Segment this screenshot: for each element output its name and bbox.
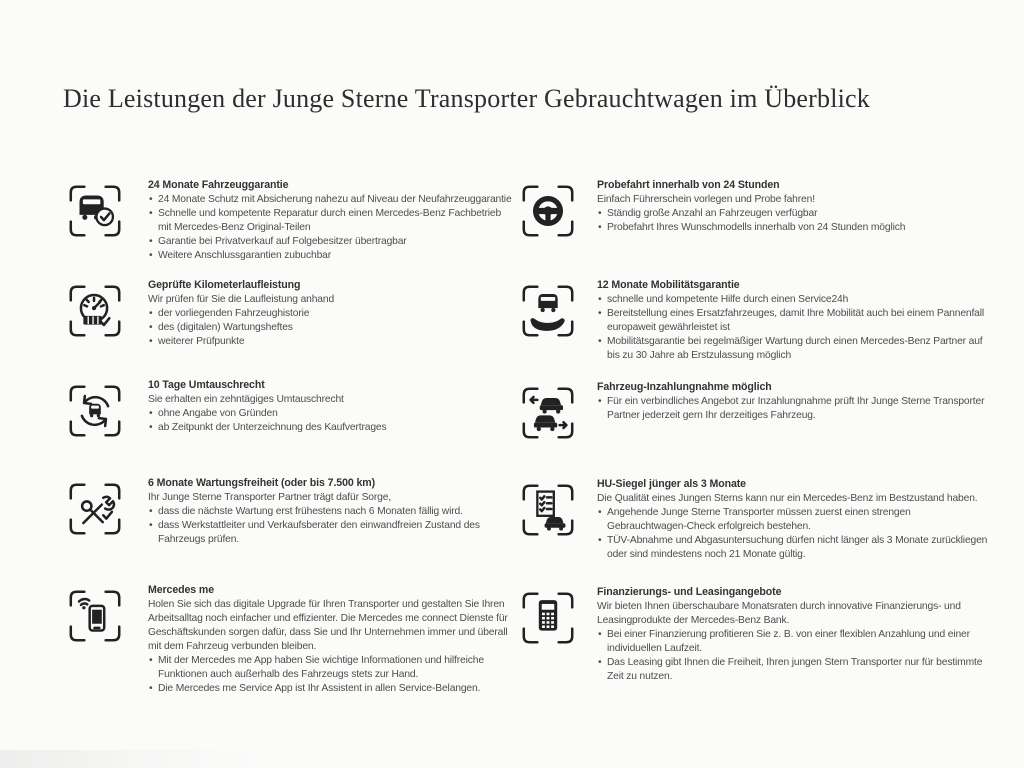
bullet: • Für ein verbindliches Angebot zur Inzahlungnahme prüft Ihr Junge Sterne Transporter Partner jederzeit gern Ihr derzeitiges Fahrzeug. (597, 395, 989, 423)
service-item-finanzierung-leasing (517, 585, 989, 684)
item-bullets (148, 505, 516, 547)
item-bullets (148, 654, 516, 696)
item-heading: HU-Siegel jünger als 3 Monate (597, 478, 746, 490)
speedometer-icon (64, 280, 126, 342)
item-intro: Einfach Führerschein vorlegen und Probe fahren! (597, 194, 815, 205)
item-bullets (597, 628, 989, 684)
item-heading: 24 Monate Fahrzeuggarantie (148, 179, 289, 191)
service-item-kilometerlaufleistung (64, 278, 516, 349)
steering-wheel-icon (517, 180, 579, 242)
bullet: • Mobilitätsgarantie bei regelmäßiger Wartung durch einen Mercedes-Benz Partner auf bis zu 30 Jahre ab Erstzulassung möglich (597, 335, 989, 363)
bullet: • des (digitalen) Wartungsheftes (148, 321, 516, 335)
item-intro: Die Qualität eines Jungen Sterns kann nur ein Mercedes-Benz im Bestzustand haben. (597, 493, 978, 504)
item-heading: 12 Monate Mobilitätsgarantie (597, 279, 740, 291)
item-intro: Wir bieten Ihnen überschaubare Monatsraten durch innovative Finanzierungs- und Leasingprodukte der Mercedes-Benz Bank. (597, 601, 961, 626)
bullet: • Weitere Anschlussgarantien zubuchbar (148, 249, 516, 263)
item-heading: Mercedes me (148, 584, 215, 596)
item-bullets (597, 506, 989, 562)
item-bullets (597, 395, 989, 423)
cars-trade-icon (517, 382, 579, 444)
bullet: • Angehende Junge Sterne Transporter müssen zuerst einen strengen Gebrauchtwagen-Check erfolgreich bestehen. (597, 506, 989, 534)
item-heading: 6 Monate Wartungsfreiheit (oder bis 7.500 km) (148, 477, 376, 489)
service-item-inzahlungnahme (517, 380, 989, 423)
bullet: • ohne Angabe von Gründen (148, 407, 516, 421)
bullet: • 24 Monate Schutz mit Absicherung nahezu auf Niveau der Neufahrzeuggarantie (148, 193, 516, 207)
item-heading: Probefahrt innerhalb von 24 Stunden (597, 179, 780, 191)
item-intro: Sie erhalten ein zehntägiges Umtauschrecht (148, 394, 344, 405)
service-item-mobilitaetsgarantie (517, 278, 989, 363)
item-bullets (148, 407, 516, 435)
bullet: • Bereitstellung eines Ersatzfahrzeuges, damit Ihre Mobilität auch bei einem Pannenfall europaweit gewährleistet ist (597, 307, 989, 335)
item-intro: Ihr Junge Sterne Transporter Partner trägt dafür Sorge, (148, 492, 392, 503)
scan-artifact (0, 750, 260, 768)
bullet: • Bei einer Finanzierung profitieren Sie z. B. von einer flexiblen Anzahlung und einer individuellen Laufzeit. (597, 628, 989, 656)
bullet: • Schnelle und kompetente Reparatur durch einen Mercedes-Benz Fachbetrieb mit Mercedes-Benz Original-Teilen (148, 207, 516, 235)
bullet: • der vorliegenden Fahrzeughistorie (148, 307, 516, 321)
item-bullets (148, 307, 516, 349)
bullet: • Mit der Mercedes me App haben Sie wichtige Informationen und hilfreiche Funktionen auch außerhalb des Fahrzeugs stets zur Hand. (148, 654, 516, 682)
tools-check-icon (64, 478, 126, 540)
item-heading: Finanzierungs- und Leasingangebote (597, 586, 782, 598)
service-item-hu-siegel (517, 477, 989, 562)
item-heading: Fahrzeug-Inzahlungnahme möglich (597, 381, 772, 393)
checklist-car-icon (517, 479, 579, 541)
calculator-icon (517, 587, 579, 649)
item-bullets (597, 293, 989, 363)
item-bullets (148, 193, 516, 263)
bullet: • dass Werkstattleiter und Verkaufsberater den einwandfreien Zustand des Fahrzeugs prüfen. (148, 519, 516, 547)
bullet: • Garantie bei Privatverkauf auf Folgebesitzer übertragbar (148, 235, 516, 249)
van-check-icon (64, 180, 126, 242)
bullet: • Probefahrt Ihres Wunschmodells innerhalb von 24 Stunden möglich (597, 221, 989, 235)
item-heading: Geprüfte Kilometerlaufleistung (148, 279, 301, 291)
bullet: • Ständig große Anzahl an Fahrzeugen verfügbar (597, 207, 989, 221)
item-heading: 10 Tage Umtauschrecht (148, 379, 265, 391)
item-intro: Holen Sie sich das digitale Upgrade für Ihren Transporter und gestalten Sie Ihren Arbeitsalltag noch einfacher und effizienter. Die Mercedes me connect Dienste für Geschäftskunden sorgen dafür, dass Sie und Ihr Unternehmen immer und überall mit dem Fahrzeug verbunden bleiben. (148, 599, 508, 652)
service-item-fahrzeuggarantie (64, 178, 516, 263)
service-item-probefahrt (517, 178, 989, 235)
van-on-hand-icon (517, 280, 579, 342)
service-item-umtauschrecht (64, 378, 516, 435)
bullet: • schnelle und kompetente Hilfe durch einen Service24h (597, 293, 989, 307)
bullet: • weiterer Prüfpunkte (148, 335, 516, 349)
bullet: • dass die nächste Wartung erst frühestens nach 6 Monaten fällig wird. (148, 505, 516, 519)
exchange-van-icon (64, 380, 126, 442)
bullet: • TÜV-Abnahme und Abgasuntersuchung dürfen nicht länger als 3 Monate zurückliegen oder sind mindestens noch 21 Monate gültig. (597, 534, 989, 562)
service-item-wartungsfreiheit (64, 476, 516, 547)
service-item-mercedes-me (64, 583, 516, 696)
bullet: • Die Mercedes me Service App ist Ihr Assistent in allen Service-Belangen. (148, 682, 516, 696)
bullet: • Das Leasing gibt Ihnen die Freiheit, Ihren jungen Stern Transporter nur für bestimmte Zeit zu nutzen. (597, 656, 989, 684)
page-title: Die Leistungen der Junge Sterne Transporter Gebrauchtwagen im Überblick (63, 84, 870, 113)
bullet: • ab Zeitpunkt der Unterzeichnung des Kaufvertrages (148, 421, 516, 435)
phone-signal-icon (64, 585, 126, 647)
item-intro: Wir prüfen für Sie die Laufleistung anhand (148, 294, 335, 305)
item-bullets (597, 207, 989, 235)
